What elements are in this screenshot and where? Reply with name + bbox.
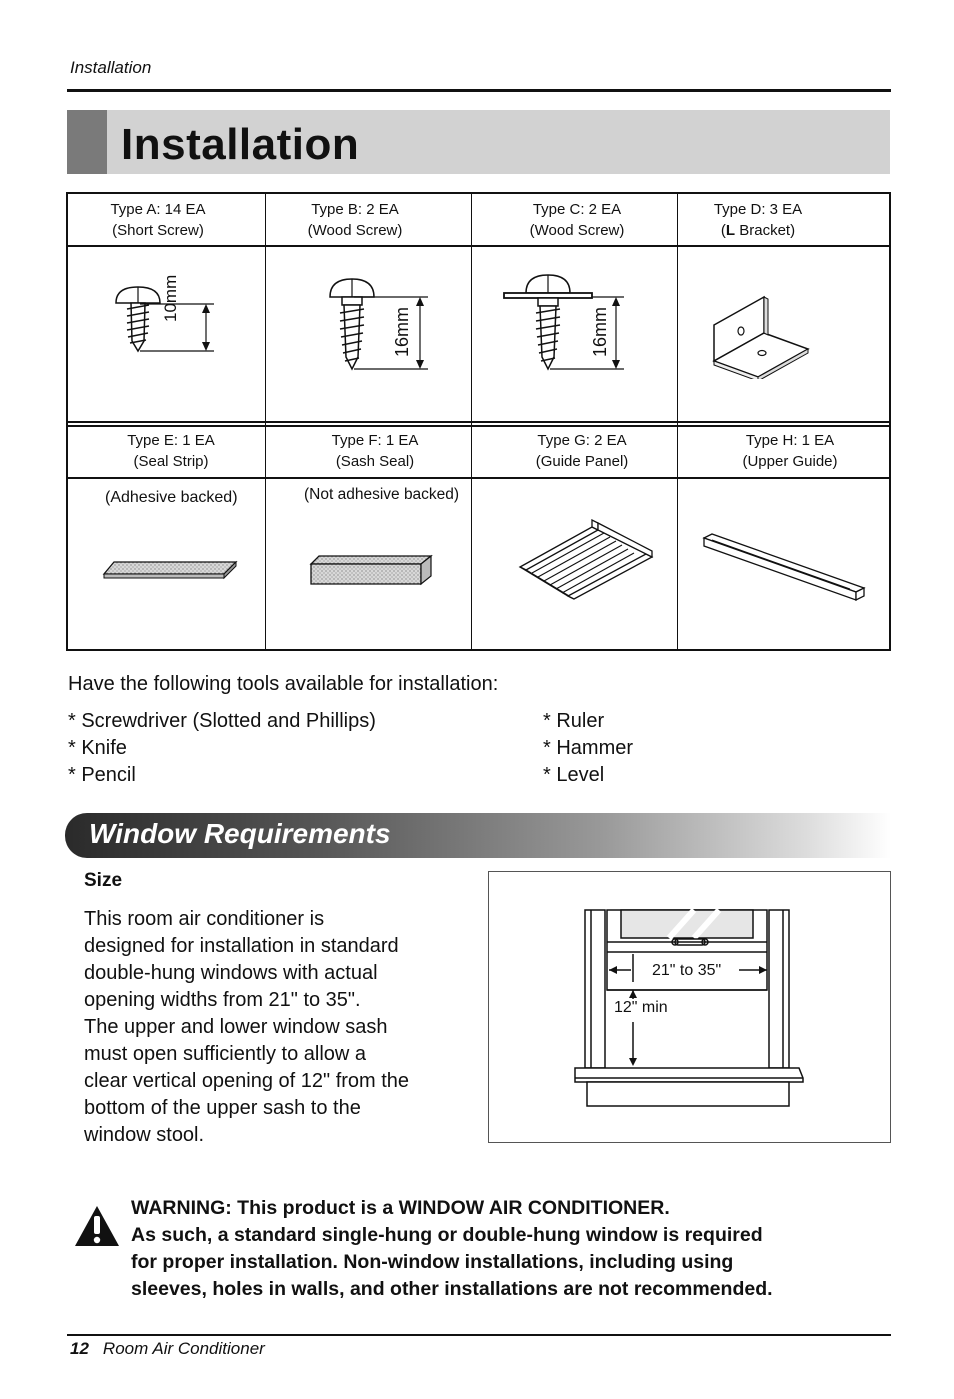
part-g-type: Type G: 2 EA [537, 432, 627, 449]
dimension-label: 16mm [590, 306, 610, 357]
l-bracket-icon [708, 289, 818, 379]
part-h-name: (Upper Guide) [742, 453, 838, 470]
part-d-name-rest: Bracket) [735, 222, 796, 239]
warning-line: As such, a standard single-hung or double-hung window is required [131, 1224, 763, 1246]
row-divider [68, 477, 889, 479]
part-d-label [678, 199, 838, 241]
tool-item: * Ruler [543, 710, 605, 732]
adhesive-note: (Adhesive backed) [105, 489, 238, 506]
dimension-label: 16mm [392, 306, 412, 357]
tools-intro: Have the following tools available for installation: [68, 673, 499, 695]
page-number: 12 [70, 1339, 89, 1358]
row-divider [68, 245, 889, 247]
wood-screw-icon [320, 269, 440, 379]
title-bar-tab [67, 110, 107, 174]
part-a-name: (Short Screw) [112, 222, 204, 239]
part-c-type: Type C: 2 EA [532, 201, 622, 218]
part-b-label [266, 199, 444, 241]
footer-rule [67, 1334, 891, 1336]
row-divider [68, 425, 889, 427]
part-f-name: (Sash Seal) [335, 453, 415, 470]
running-head: Installation [70, 58, 152, 77]
footer-label: Room Air Conditioner [102, 1339, 265, 1358]
seal-strip-icon [102, 556, 238, 586]
header-rule [67, 89, 891, 92]
footer [70, 1339, 265, 1359]
width-label: 21" to 35" [652, 962, 722, 979]
part-a-label [68, 199, 248, 241]
warning-line: sleeves, holes in walls, and other installations are not recommended. [131, 1278, 773, 1300]
parts-table [66, 192, 891, 651]
part-c-name: (Wood Screw) [529, 222, 625, 239]
warning-text [131, 1195, 891, 1303]
title-bar [67, 110, 890, 174]
warning-line: WARNING: This product is a WINDOW AIR CONDITIONER. [131, 1197, 670, 1219]
part-c-label [472, 199, 682, 241]
tool-item: * Hammer [543, 737, 634, 759]
tool-item: * Level [543, 764, 605, 786]
window-opening-icon [489, 872, 889, 1141]
guide-panel-icon [516, 519, 662, 609]
part-d-name: (L Bracket) [720, 222, 796, 239]
warning-line: for proper installation. Non-window installations, including using [131, 1251, 734, 1273]
page-title: Installation [121, 120, 360, 169]
part-e-label [68, 430, 274, 472]
part-h-type: Type H: 1 EA [745, 432, 835, 449]
tool-item: * Knife [68, 737, 127, 759]
part-e-name: (Seal Strip) [133, 453, 209, 470]
height-label: 12" min [614, 999, 668, 1016]
section-title: Window Requirements [89, 818, 391, 849]
part-b-type: Type B: 2 EA [311, 201, 399, 218]
part-d-name-bold: L [725, 222, 736, 239]
tool-item: * Pencil [68, 764, 136, 786]
part-e-type: Type E: 1 EA [127, 432, 215, 449]
part-a-type: Type A: 14 EA [110, 201, 206, 218]
section-bar [65, 813, 891, 858]
size-heading: Size [84, 870, 123, 891]
row-divider [68, 421, 889, 423]
window-diagram [488, 871, 891, 1143]
dimension-label: 10mm [161, 274, 180, 322]
size-body: This room air conditioner is designed for installation in standard double-hung windows with actual opening widths from 21" to 35". The upper and lower window sash must open sufficiently to allow a clear vertical opening of 12" from the bottom of the upper sash to the window stool. [84, 908, 410, 1146]
not-adhesive-note: (Not adhesive backed) [304, 486, 460, 503]
sash-seal-icon [309, 550, 435, 590]
part-d-type: Type D: 3 EA [713, 201, 803, 218]
part-g-label [472, 430, 692, 472]
part-b-name: (Wood Screw) [307, 222, 403, 239]
tool-item: * Screwdriver (Slotted and Phillips) [68, 710, 376, 732]
part-f-label [266, 430, 484, 472]
part-g-name: (Guide Panel) [535, 453, 629, 470]
warning-icon [73, 1204, 121, 1248]
part-h-label [678, 430, 902, 472]
washer-screw-icon [498, 269, 638, 379]
upper-guide-icon [698, 532, 868, 606]
part-f-type: Type F: 1 EA [331, 432, 419, 449]
